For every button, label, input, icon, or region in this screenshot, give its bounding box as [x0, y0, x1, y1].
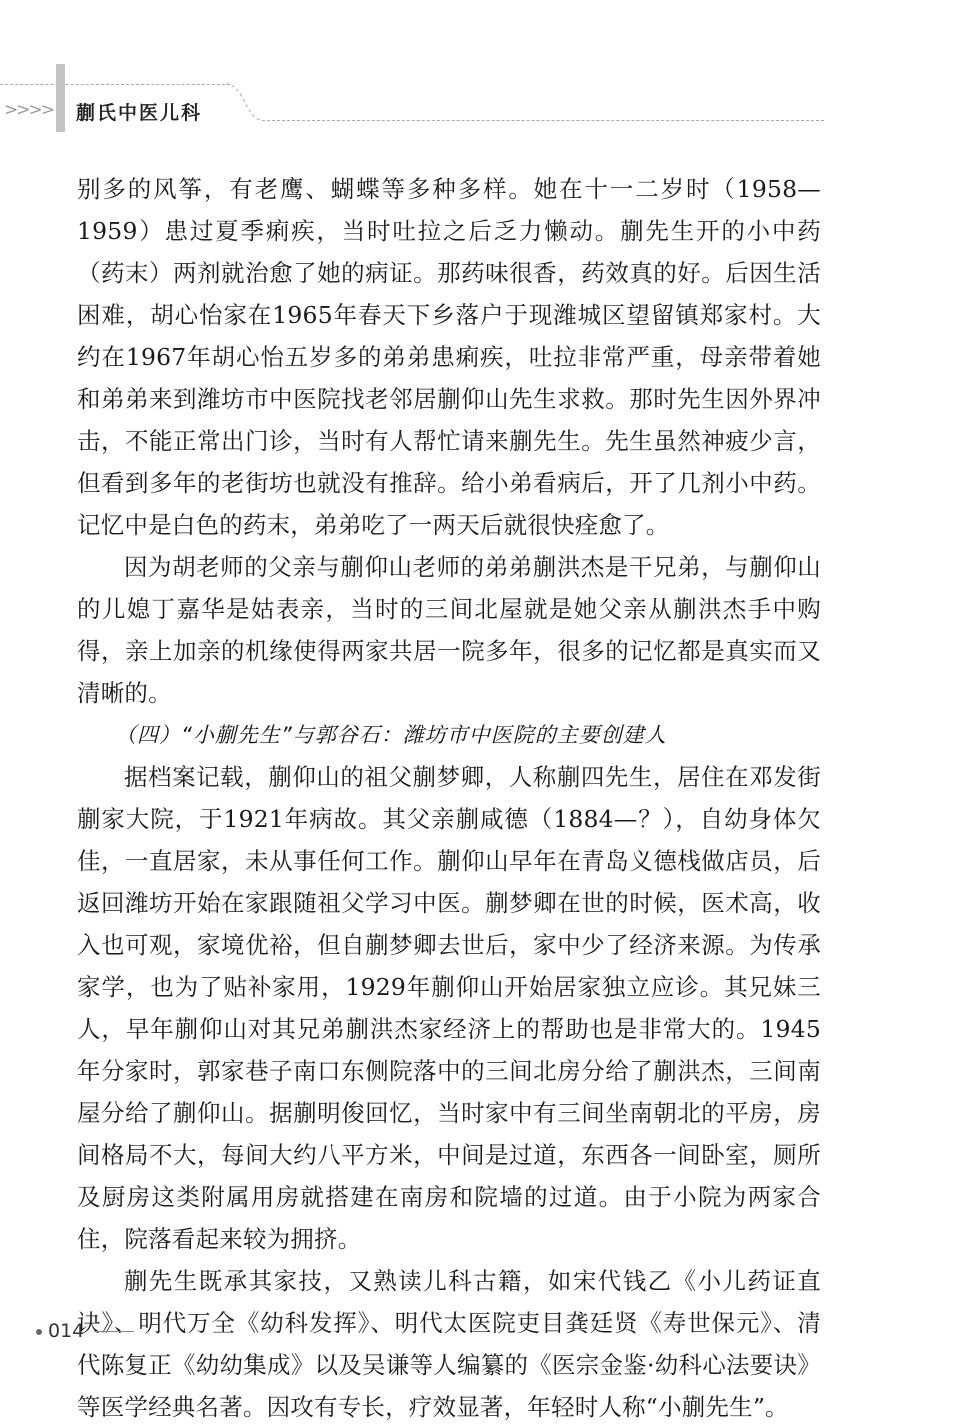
- header-vertical-bar: [56, 64, 65, 132]
- footer-rule: [94, 1331, 134, 1332]
- header-dashed-rule-top: [0, 84, 230, 85]
- paragraph-1: 别多的风筝，有老鹰、蝴蝶等多种多样。她在十一二岁时（1958—1959）患过夏季痢疾，当时吐拉之后乏力懒动。蒯先生开的小中药（药末）两剂就治愈了她的病证。那药味很香，药效真的好。后因生活困难，胡心怡家在1965年春天下乡落户于现潍城区望留镇郑家村。大约在1967年胡心怡五岁多的弟弟患痢疾，吐拉非常严重，母亲带着她和弟弟来到潍坊市中医院找老邻居蒯仰山先生求救。那时先生因外界冲击，不能正常出门诊，当时有人帮忙请来蒯先生。先生虽然神疲少言，但看到多年的老街坊也就没有推辞。给小弟看病后，开了几剂小中药。记忆中是白色的药末，弟弟吃了一两天后就很快痊愈了。: [77, 175, 821, 539]
- page-footer: [36, 1320, 134, 1342]
- header-arrows-icon: >>>>: [4, 100, 53, 120]
- running-header: [0, 0, 960, 140]
- section-heading: （四）“小蒯先生”与郭谷石：潍坊市中医院的主要创建人: [115, 723, 667, 747]
- page-body: [77, 168, 821, 1428]
- paragraph-3: 据档案记载，蒯仰山的祖父蒯梦卿，人称蒯四先生，居住在邓发街蒯家大院，于1921年病故。其父亲蒯咸德（1884—？），自幼身体欠佳，一直居家，未从事任何工作。蒯仰山早年在青岛义德栈做店员，后返回潍坊开始在家跟随祖父学习中医。蒯梦卿在世的时候，医术高，收入也可观，家境优裕，但自蒯梦卿去世后，家中少了经济来源。为传承家学，也为了贴补家用，1929年蒯仰山开始居家独立应诊。其兄妹三人，早年蒯仰山对其兄弟蒯洪杰家经济上的帮助也是非常大的。1945年分家时，郭家巷子南口东侧院落中的三间北房分给了蒯洪杰，三间南屋分给了蒯仰山。据蒯明俊回忆，当时家中有三间坐南朝北的平房，房间格局不大，每间大约八平方米，中间是过道，东西各一间卧室，厕所及厨房这类附属用房就搭建在南房和院墙的过道。由于小院为两家合住，院落看起来较为拥挤。: [77, 763, 821, 1253]
- page-number: 014: [48, 1320, 85, 1342]
- bullet-dot-icon: [36, 1329, 42, 1335]
- header-dashed-rule-bottom: [262, 120, 824, 121]
- book-title: 蒯氏中医儿科: [76, 102, 203, 124]
- paragraph-2: 因为胡老师的父亲与蒯仰山老师的弟弟蒯洪杰是干兄弟，与蒯仰山的儿媳丁嘉华是姑表亲，当时的三间北屋就是她父亲从蒯洪杰手中购得，亲上加亲的机缘使得两家共居一院多年，很多的记忆都是真实而又清晰的。: [77, 553, 821, 707]
- paragraph-4: 蒯先生既承其家技，又熟读儿科古籍，如宋代钱乙《小儿药证直诀》、明代万全《幼科发挥》、明代太医院吏目龚廷贤《寿世保元》、清代陈复正《幼幼集成》以及吴谦等人编纂的《医宗金鉴·幼科心法要诀》等医学经典名著。因攻有专长，疗效显著，年轻时人称“小蒯先生”。: [77, 1267, 821, 1421]
- header-dashed-rule-diagonal: [226, 84, 272, 120]
